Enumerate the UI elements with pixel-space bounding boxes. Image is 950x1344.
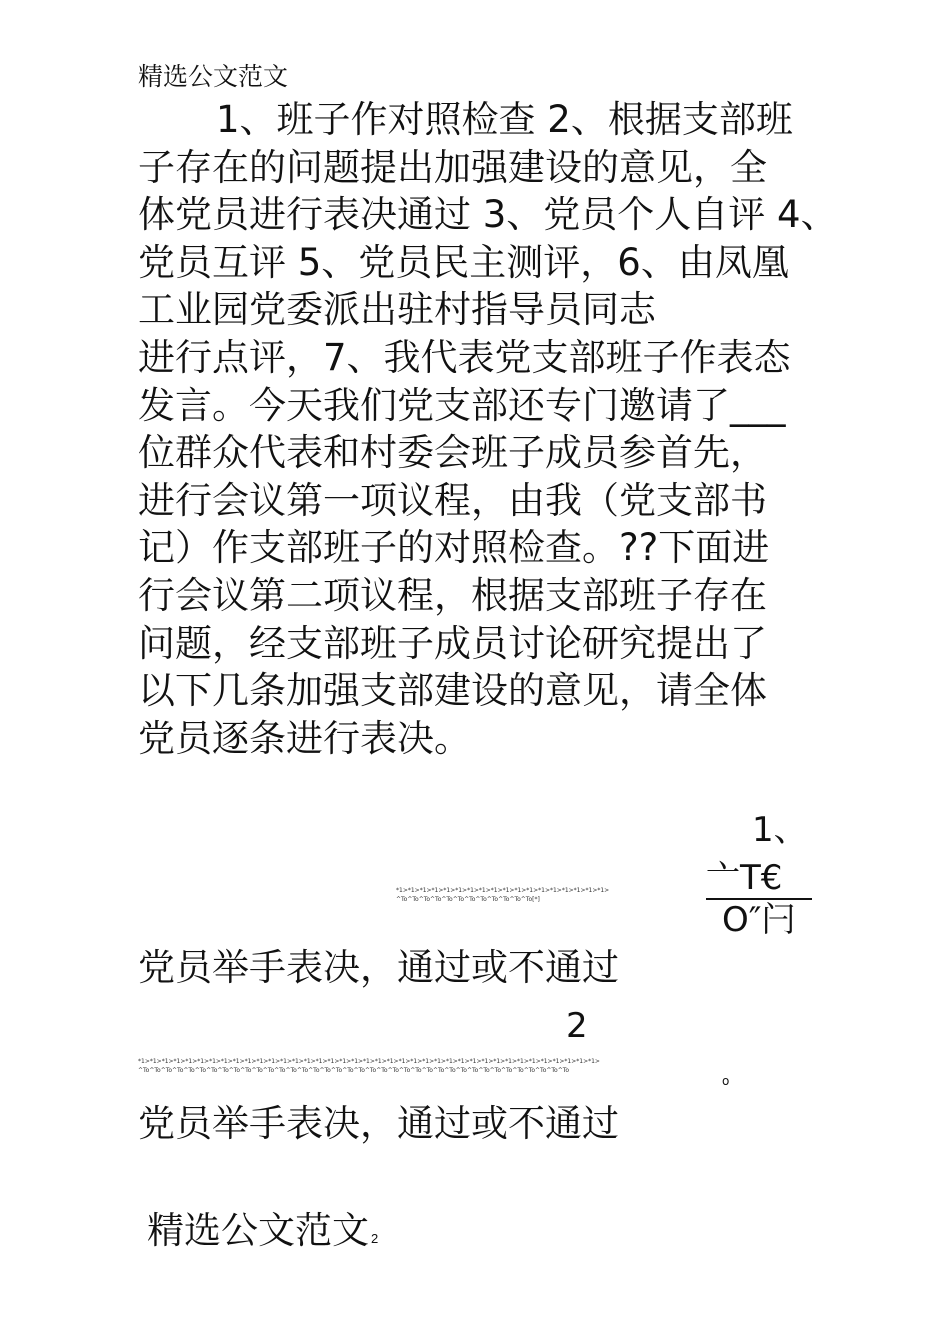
stray-mark: o — [722, 1074, 730, 1088]
garbled-text-2 — [138, 1057, 600, 1075]
garbled-text-1 — [396, 886, 609, 904]
body-line: 位群众代表和村委会班子成员参首先， — [138, 431, 767, 475]
body-text — [138, 96, 838, 762]
body-line: 进行会议第一项议程，由我（党支部书 — [138, 478, 767, 522]
header-label: 精选公文范文 — [138, 62, 289, 91]
garbled-glyph-top: 亠T€ — [706, 858, 783, 898]
body-line: 党员互评 5、党员民主测评，6、由凤凰 — [138, 240, 789, 284]
item-number-1: 1、 — [752, 810, 808, 850]
garbled-glyph-bottom: O″闩 — [722, 900, 796, 940]
body-line: 体党员进行表决通过 3、党员个人自评 4、 — [138, 193, 838, 237]
body-line: 以下几条加强支部建设的意见，请全体 — [138, 669, 767, 713]
garbled-text-line: *1>*1>*1>*1>*1>*1>*1>*1>*1>*1>*1>*1>*1>*1>*1>*1>*1>*1>*1>*1>*1>*1>*1>*1>*1>*1>*1>*1>*1>*1>*1>*1>*1>*1>*1>*1>*1>*1>*1> — [138, 1058, 600, 1065]
body-line: 记）作支部班子的对照检查。??下面进 — [138, 526, 770, 570]
body-line: 行会议第二项议程，根据支部班子存在 — [138, 573, 767, 617]
body-line: 党员逐条进行表决。 — [138, 716, 471, 760]
body-line: 问题，经支部班子成员讨论研究提出了 — [138, 621, 767, 665]
body-line: 工业园党委派出驻村指导员同志 — [138, 288, 656, 332]
page-number: 2 — [371, 1231, 379, 1246]
body-line: 发言。今天我们党支部还专门邀请了___ — [138, 383, 786, 427]
footer-label: 精选公文范文 — [147, 1209, 369, 1252]
item-number-2: 2 — [566, 1006, 588, 1046]
vote-instruction-2: 党员举手表决，通过或不通过 — [138, 1102, 619, 1145]
body-line: 1、班子作对照检查 2、根据支部班 — [216, 98, 793, 141]
garbled-text-line: *1>*1>*1>*1>*1>*1>*1>*1>*1>*1>*1>*1>*1>*1>*1>*1>*1>*1> — [396, 887, 610, 894]
vote-instruction-1: 党员举手表决，通过或不通过 — [138, 946, 619, 989]
footer — [147, 1207, 378, 1263]
garbled-text-line: ^To^To^To^To^To^To^To^To^To^To^To^To[*] — [396, 896, 540, 903]
body-line: 子存在的问题提出加强建设的意见，全 — [138, 145, 767, 189]
garbled-text-line: ^To^To^To^To^To^To^To^To^To^To^To^To^To^To^To^To^To^To^To^To^To^To^To^To^To^To^To^To^To^To^To^To^To^To^To^To^To^To — [138, 1067, 570, 1074]
body-line: 进行点评，7、我代表党支部班子作表态 — [138, 335, 791, 379]
